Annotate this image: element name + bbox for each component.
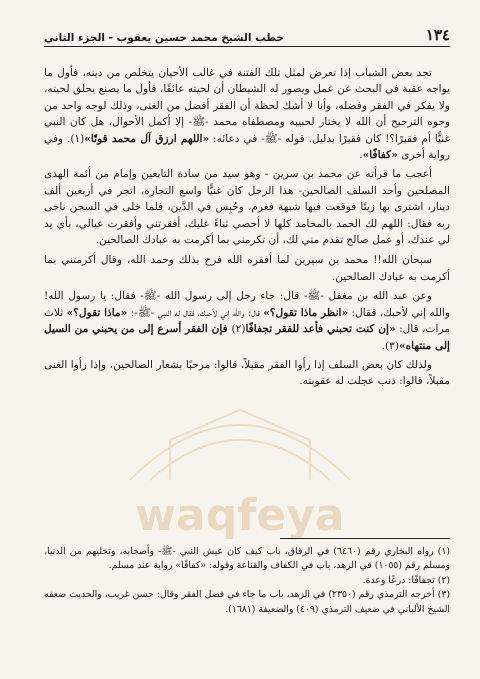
book-title: خطب الشيخ محمد حسين يعقوب - الجزء الثاني: [44, 32, 285, 44]
hadith-quote: فإن الفقر أسرع إلى من يحبني من السيل إلى منتهاه»: [44, 323, 450, 352]
text-run: (٣).: [381, 339, 399, 352]
text-run: تجد بعض الشباب إذا تعرض لمثل تلك الفتنة في غالب الأحيان يتخلص من دينه، فأول ما يواجه عقبة في البحث عن عمل ويصور له الشيطان أن لحيته عائقًا، فأول ما يصنع يحلق لحيته، ولا يفكر في الفقر وفضله، وأنا لا أشك لحظة أن الفقر أفضل من الغنى، وذلك لوجه واحد من وجوه الترجيح أن الله لا يختار لحبيبه ومصطفاه محمد -ﷺ- إلا أكمل الأحوال، هل كان النبي غنيًّا أم فقيرًا؟! كان فقيرًا بدليل. قوله -ﷺ- في دعائه:: [44, 67, 450, 145]
footnote-1: (١) رواه البخاري رقم (٦٤٦٠) في الرقاق، باب كيف كان عيش النبي -ﷺ- وأصحابه، وتخليهم من الدنيا، ومسلم رقم (١٠٥٥) في الزهد، باب في الكفاف والقناعة وقوله: «كفافًا» رواية عند مسلم.: [44, 546, 451, 572]
hadith-quote: «اللهم ارزق آل محمد قوتًا»: [84, 132, 210, 145]
text-run: ولذلك كان بعض السلف إذا رأوا الفقر مقبلاً، قالوا: مرحبًا بشعار الصالحين، وإذا رأوا الغنى مقبلاً، قالوا: ذنب عجلت له عقوبته.: [44, 358, 450, 388]
hadith-quote: «انظر ماذا تقول؟»: [263, 306, 349, 319]
paragraph: [44, 166, 450, 248]
hadith-quote: «كفافًا»: [362, 149, 398, 162]
footnotes: [44, 538, 450, 617]
hadith-quote: «إن كنت تحبني فأعد للفقر تجفافًا: [245, 323, 396, 336]
paragraph: [44, 65, 450, 163]
hadith-quote: «ماذا تقول؟»: [66, 306, 128, 319]
page-header: [44, 22, 450, 47]
page-number: ١٣٤: [425, 26, 450, 44]
main-text: [44, 65, 450, 390]
text-run: (١). وفي رواية أخرى: [44, 132, 450, 162]
text-run: ثلاث مرات، قال:: [44, 306, 450, 336]
footnote-3: (٣) أخرجه الترمذي رقم (٢٣٥٠) في الزهد، باب ما جاء في فضل الفقر وقال: حسن غريب، والحديث ضعفه الشيخ الألباني في ضعيف الترمذي (٤٠٩) والضعيفة (١٦٨١).: [44, 589, 450, 615]
text-run: (٢): [231, 323, 246, 336]
text-run: وعن عبد الله بن مغفل -ﷺ- قال: جاء رجل إلى رسول الله -ﷺ- فقال: يا رسول الله! والله إني لأحبك، فقال:: [44, 290, 450, 319]
paragraph: [44, 357, 450, 390]
text-run: سبحان الله!! محمد بن سيرين لما أفقره الله فرح بذلك وحمد الله، وقال أكرمتني بما أكرمت به عبادك الصالحين.: [44, 254, 450, 283]
footnote-divider: [280, 538, 450, 539]
paragraph: [44, 288, 450, 354]
svg-text:waqfeya: waqfeya: [135, 490, 345, 541]
footnote-2: (٢) تجفافًا: درعًا وعدة.: [362, 574, 450, 586]
text-run: .: [359, 149, 363, 162]
text-run: أعجب ما قرأته عن محمد بن سرين - وهو سيد من سادة التابعين وإمام من أئمة الهدى المصلحين وأحد السلف الصالحين- هذا الرجل كان غنيًّا واسع التجارة، اتجر في أربعين ألف دينار، اشترى بها زيتًا فوقعت فيها شبهة فغرم، وحُبِس في الدَّين، فلما خلى في السجن ناجى ربه فقال: اللهم لك الحمد بالمحامد كلها لا أحصي ثناءً عليك، أفقرتني وأفقرت عيالي، بأي يد لي عندك، أو عمل صالح تقدم مني لك، أن تكرمني بما أكرمت به عبادك الصالحين.: [44, 168, 450, 247]
text-run: قال: والله إني لأحبك، فقال له النبي -ﷺ-:: [127, 306, 264, 319]
paragraph: [44, 252, 450, 285]
